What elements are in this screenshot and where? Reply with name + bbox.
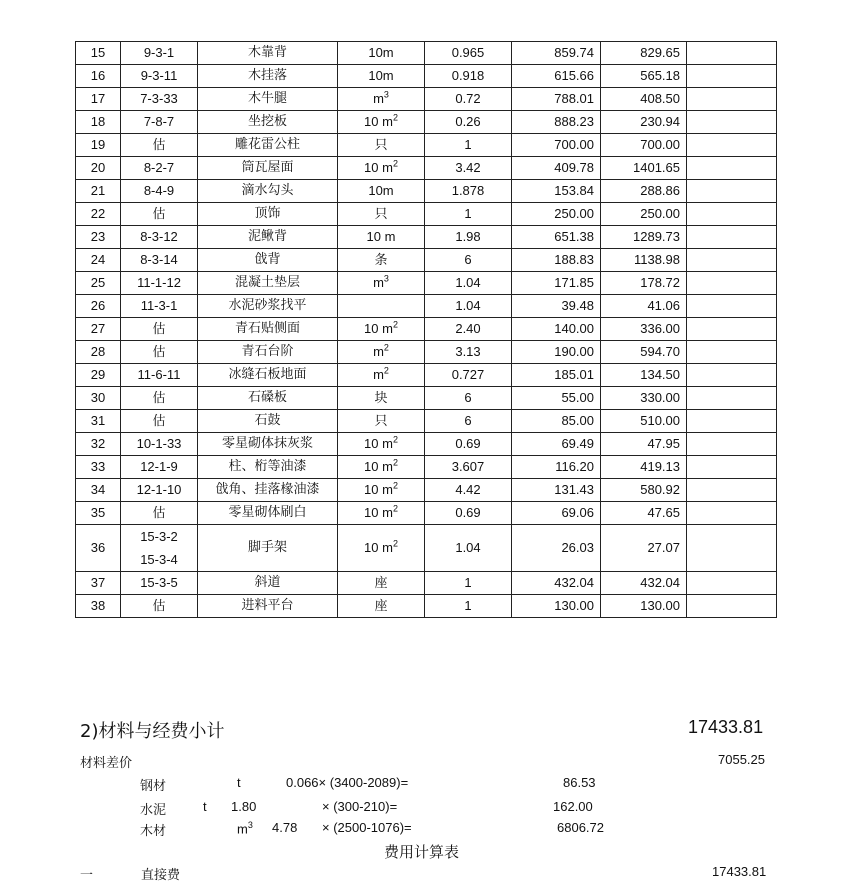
item-unit: 10 $m^2$ [338, 433, 425, 456]
item-blank [687, 364, 777, 387]
item-code: 11-3-1 [121, 295, 198, 318]
item-amount: 288.86 [601, 180, 687, 203]
item-unit-price: 432.04 [512, 572, 601, 595]
fee-row-value: 17433.81 [712, 864, 767, 879]
item-unit: 10 $m^2$ [338, 456, 425, 479]
item-unit-price: 39.48 [512, 295, 601, 318]
item-amount: 178.72 [601, 272, 687, 295]
item-code: 估 [121, 410, 198, 433]
table-row [76, 502, 777, 525]
row-number: 15 [76, 42, 121, 65]
item-code: 11-1-12 [121, 272, 198, 295]
budget-table [75, 41, 777, 618]
table-row [76, 157, 777, 180]
item-quantity: 0.69 [425, 433, 512, 456]
row-number: 28 [76, 341, 121, 364]
item-name: 进料平台 [198, 595, 338, 618]
item-name: 雕花雷公柱 [198, 134, 338, 157]
item-code: 9-3-11 [121, 65, 198, 88]
item-blank [687, 525, 777, 572]
item-name: 水泥砂浆找平 [198, 295, 338, 318]
material-value: 86.53 [563, 775, 596, 790]
item-blank [687, 226, 777, 249]
item-name: 木牛腿 [198, 88, 338, 111]
item-code: 8-2-7 [121, 157, 198, 180]
item-unit: $m^3$ [338, 272, 425, 295]
item-blank [687, 111, 777, 134]
item-quantity: 1.04 [425, 525, 512, 572]
material-qty: 1.80 [231, 799, 257, 814]
item-quantity: 4.42 [425, 479, 512, 502]
table-row [76, 65, 777, 88]
item-code: 12-1-9 [121, 456, 198, 479]
row-number: 27 [76, 318, 121, 341]
table-row [76, 134, 777, 157]
item-unit-price: 69.49 [512, 433, 601, 456]
item-name: 木靠背 [198, 42, 338, 65]
material-formula: × (300-210)= [322, 799, 398, 814]
item-unit-price: 409.78 [512, 157, 601, 180]
item-code: 估 [121, 341, 198, 364]
item-code: 15-3-5 [121, 572, 198, 595]
table-row [76, 203, 777, 226]
item-blank [687, 272, 777, 295]
fee-table-title: 费用计算表 [384, 843, 460, 861]
item-unit-price: 55.00 [512, 387, 601, 410]
row-number: 26 [76, 295, 121, 318]
row-number: 29 [76, 364, 121, 387]
item-code: 12-1-10 [121, 479, 198, 502]
item-amount: 510.00 [601, 410, 687, 433]
item-unit-price: 153.84 [512, 180, 601, 203]
row-number: 31 [76, 410, 121, 433]
item-unit-price: 888.23 [512, 111, 601, 134]
material-formula: × (2500-1076)= [322, 820, 412, 835]
item-blank [687, 249, 777, 272]
item-amount: 130.00 [601, 595, 687, 618]
item-amount: 41.06 [601, 295, 687, 318]
table-row [76, 226, 777, 249]
item-unit-price: 188.83 [512, 249, 601, 272]
item-blank [687, 295, 777, 318]
item-unit: 10m [338, 65, 425, 88]
row-number: 32 [76, 433, 121, 456]
item-amount: 419.13 [601, 456, 687, 479]
material-diff-label: 材料差价 [80, 756, 133, 771]
item-quantity: 3.607 [425, 456, 512, 479]
item-unit-price: 250.00 [512, 203, 601, 226]
row-number: 16 [76, 65, 121, 88]
table-row [76, 479, 777, 502]
item-quantity: 1.98 [425, 226, 512, 249]
item-quantity: 0.69 [425, 502, 512, 525]
row-number: 34 [76, 479, 121, 502]
row-number: 19 [76, 134, 121, 157]
item-unit: 座 [338, 595, 425, 618]
item-quantity: 0.918 [425, 65, 512, 88]
item-unit: $m^3$ [338, 88, 425, 111]
item-quantity: 0.72 [425, 88, 512, 111]
item-name: 滴水勾头 [198, 180, 338, 203]
item-amount: 1138.98 [601, 249, 687, 272]
row-number: 24 [76, 249, 121, 272]
item-name: 石鼓 [198, 410, 338, 433]
item-amount: 700.00 [601, 134, 687, 157]
item-unit: 10m [338, 180, 425, 203]
item-unit-price: 131.43 [512, 479, 601, 502]
item-unit: 10 $m^2$ [338, 502, 425, 525]
item-name: 冰缝石板地面 [198, 364, 338, 387]
item-unit: 10 $m^2$ [338, 479, 425, 502]
item-unit-price: 700.00 [512, 134, 601, 157]
material-value: 162.00 [553, 799, 593, 814]
item-amount: 330.00 [601, 387, 687, 410]
item-quantity: 6 [425, 410, 512, 433]
item-blank [687, 433, 777, 456]
item-amount: 829.65 [601, 42, 687, 65]
item-name: 顶饰 [198, 203, 338, 226]
item-code: 11-6-11 [121, 364, 198, 387]
item-unit-price: 140.00 [512, 318, 601, 341]
item-amount: 580.92 [601, 479, 687, 502]
item-blank [687, 318, 777, 341]
item-unit-price: 190.00 [512, 341, 601, 364]
item-blank [687, 134, 777, 157]
item-blank [687, 410, 777, 433]
item-unit-price: 116.20 [512, 456, 601, 479]
item-name: 坐挖板 [198, 111, 338, 134]
table-row [76, 341, 777, 364]
item-quantity: 6 [425, 387, 512, 410]
item-unit: 10 m [338, 226, 425, 249]
item-code: 9-3-1 [121, 42, 198, 65]
item-unit: 10 $m^2$ [338, 111, 425, 134]
item-blank [687, 595, 777, 618]
table-row [76, 295, 777, 318]
item-unit: 座 [338, 572, 425, 595]
item-unit-price: 651.38 [512, 226, 601, 249]
row-number: 17 [76, 88, 121, 111]
material-unit: $m^3$ [237, 820, 253, 837]
item-blank [687, 479, 777, 502]
fee-row-name: 直接费 [141, 868, 181, 883]
material-qty: 4.78 [272, 820, 298, 835]
item-unit: $m^2$ [338, 341, 425, 364]
item-unit [338, 295, 425, 318]
item-quantity: 1.04 [425, 272, 512, 295]
item-amount: 336.00 [601, 318, 687, 341]
item-blank [687, 341, 777, 364]
item-name: 青石台阶 [198, 341, 338, 364]
material-diff-value: 7055.25 [718, 752, 765, 767]
item-code: 10-1-33 [121, 433, 198, 456]
item-unit: 只 [338, 410, 425, 433]
item-blank [687, 572, 777, 595]
item-quantity: 2.40 [425, 318, 512, 341]
item-amount: 27.07 [601, 525, 687, 572]
row-number: 20 [76, 157, 121, 180]
item-quantity: 3.13 [425, 341, 512, 364]
item-quantity: 0.26 [425, 111, 512, 134]
item-amount: 134.50 [601, 364, 687, 387]
item-unit: 块 [338, 387, 425, 410]
row-number: 23 [76, 226, 121, 249]
item-quantity: 1.04 [425, 295, 512, 318]
item-unit: 只 [338, 203, 425, 226]
row-number: 35 [76, 502, 121, 525]
item-unit-price: 185.01 [512, 364, 601, 387]
item-unit-price: 26.03 [512, 525, 601, 572]
item-blank [687, 387, 777, 410]
item-unit: $m^2$ [338, 364, 425, 387]
item-blank [687, 88, 777, 111]
item-quantity: 3.42 [425, 157, 512, 180]
row-number: 22 [76, 203, 121, 226]
table-row [76, 572, 777, 595]
item-code: 估 [121, 134, 198, 157]
item-unit-price: 69.06 [512, 502, 601, 525]
item-code: 7-3-33 [121, 88, 198, 111]
fee-row-number: 一 [80, 868, 94, 883]
item-amount: 1401.65 [601, 157, 687, 180]
table-row [76, 180, 777, 203]
item-unit-price: 859.74 [512, 42, 601, 65]
item-amount: 250.00 [601, 203, 687, 226]
item-name: 斜道 [198, 572, 338, 595]
item-code: 估 [121, 502, 198, 525]
item-blank [687, 65, 777, 88]
item-amount: 230.94 [601, 111, 687, 134]
item-unit-price: 788.01 [512, 88, 601, 111]
item-code: 估 [121, 203, 198, 226]
material-formula: 0.066× (3400-2089)= [286, 775, 409, 790]
section-total: 17433.81 [688, 717, 764, 737]
table-row [76, 387, 777, 410]
item-code: 8-4-9 [121, 180, 198, 203]
item-name: 青石贴侧面 [198, 318, 338, 341]
item-amount: 432.04 [601, 572, 687, 595]
row-number: 30 [76, 387, 121, 410]
item-code: 估 [121, 595, 198, 618]
row-number: 36 [76, 525, 121, 572]
item-blank [687, 157, 777, 180]
item-name: 筒瓦屋面 [198, 157, 338, 180]
item-amount: 47.65 [601, 502, 687, 525]
material-unit: t [203, 799, 207, 814]
item-quantity: 1 [425, 203, 512, 226]
row-number: 33 [76, 456, 121, 479]
table-row [76, 595, 777, 618]
item-quantity: 1 [425, 595, 512, 618]
item-unit: 10m [338, 42, 425, 65]
item-code: 8-3-14 [121, 249, 198, 272]
item-quantity: 0.965 [425, 42, 512, 65]
item-unit: 只 [338, 134, 425, 157]
item-quantity: 1 [425, 134, 512, 157]
item-name: 石磉板 [198, 387, 338, 410]
item-name: 脚手架 [198, 525, 338, 572]
item-amount: 594.70 [601, 341, 687, 364]
item-code: 估 [121, 318, 198, 341]
material-value: 6806.72 [557, 820, 604, 835]
table-row [76, 111, 777, 134]
item-unit-price: 171.85 [512, 272, 601, 295]
table-row [76, 364, 777, 387]
table-row [76, 42, 777, 65]
item-quantity: 1 [425, 572, 512, 595]
item-quantity: 0.727 [425, 364, 512, 387]
material-unit: t [237, 775, 241, 790]
row-number: 38 [76, 595, 121, 618]
item-blank [687, 42, 777, 65]
row-number: 37 [76, 572, 121, 595]
table-row [76, 318, 777, 341]
item-unit: 10 $m^2$ [338, 318, 425, 341]
item-name: 戗角、挂落椽油漆 [198, 479, 338, 502]
table-row [76, 525, 777, 572]
item-unit: 10 $m^2$ [338, 525, 425, 572]
item-amount: 1289.73 [601, 226, 687, 249]
item-unit-price: 615.66 [512, 65, 601, 88]
item-code: 15-3-2 15-3-4 [121, 525, 198, 572]
item-amount: 565.18 [601, 65, 687, 88]
item-name: 戗背 [198, 249, 338, 272]
item-unit-price: 130.00 [512, 595, 601, 618]
table-row [76, 456, 777, 479]
item-name: 零星砌体抹灰浆 [198, 433, 338, 456]
item-name: 柱、桁等油漆 [198, 456, 338, 479]
item-name: 零星砌体刷白 [198, 502, 338, 525]
item-quantity: 6 [425, 249, 512, 272]
table-row [76, 88, 777, 111]
table-row [76, 410, 777, 433]
item-name: 木挂落 [198, 65, 338, 88]
item-code: 估 [121, 387, 198, 410]
row-number: 25 [76, 272, 121, 295]
item-blank [687, 456, 777, 479]
item-name: 泥鳅背 [198, 226, 338, 249]
item-quantity: 1.878 [425, 180, 512, 203]
item-blank [687, 502, 777, 525]
item-amount: 408.50 [601, 88, 687, 111]
table-row [76, 433, 777, 456]
item-unit: 条 [338, 249, 425, 272]
table-row [76, 272, 777, 295]
item-unit-price: 85.00 [512, 410, 601, 433]
budget-table-body [76, 42, 777, 618]
item-name: 混凝土垫层 [198, 272, 338, 295]
item-code: 7-8-7 [121, 111, 198, 134]
row-number: 21 [76, 180, 121, 203]
row-number: 18 [76, 111, 121, 134]
item-code: 8-3-12 [121, 226, 198, 249]
item-unit: 10 $m^2$ [338, 157, 425, 180]
material-name: 钢材 [140, 779, 167, 794]
item-blank [687, 203, 777, 226]
item-blank [687, 180, 777, 203]
material-name: 木材 [140, 824, 167, 839]
item-amount: 47.95 [601, 433, 687, 456]
table-row [76, 249, 777, 272]
material-name: 水泥 [140, 803, 167, 818]
section-title: 2)材料与经费小计 [80, 721, 225, 742]
